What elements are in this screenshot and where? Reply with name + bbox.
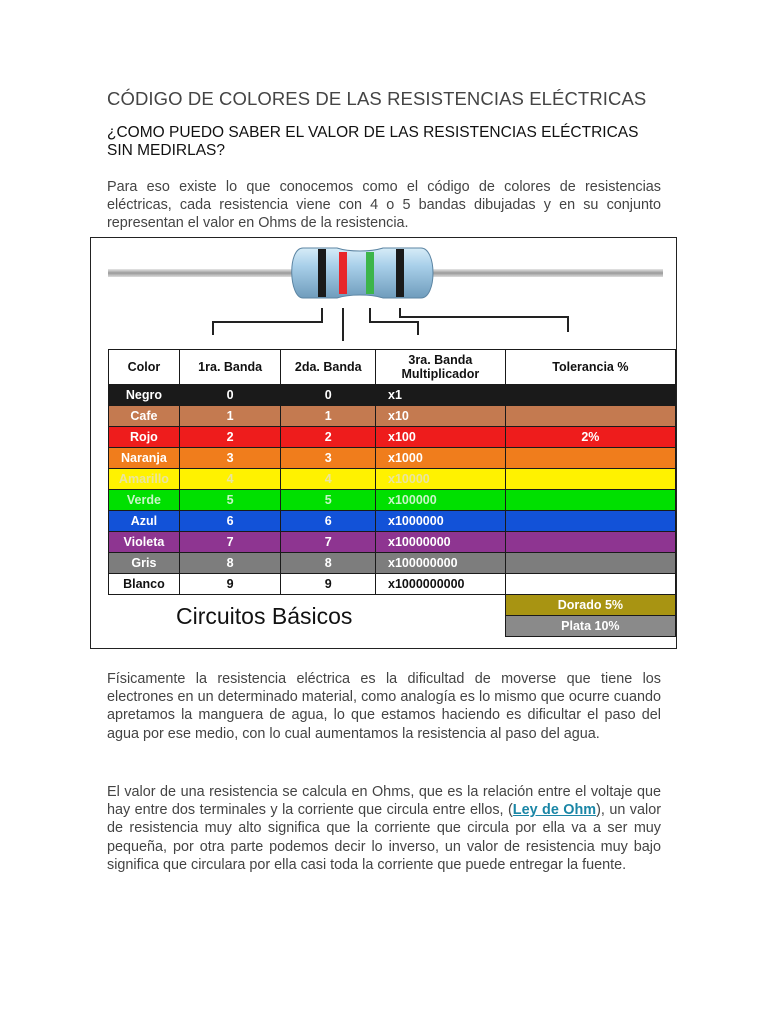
cell-mult: x100 — [376, 427, 506, 448]
cell-d2: 2 — [281, 427, 376, 448]
cell-d2: 1 — [281, 406, 376, 427]
table-row — [109, 469, 676, 490]
cell-mult: x10000000 — [376, 532, 506, 553]
brand-caption: Circuitos Básicos — [176, 603, 353, 629]
cell-tol — [505, 448, 675, 469]
cell-d2: 5 — [281, 490, 376, 511]
header-color: Color — [109, 350, 180, 385]
cell-name: Naranja — [109, 448, 180, 469]
header-band2: 2da. Banda — [281, 350, 376, 385]
resistor-band-4 — [396, 249, 404, 297]
empty-cell — [109, 595, 180, 616]
table-row — [109, 427, 676, 448]
resistor-band-2 — [339, 252, 347, 294]
color-code-table — [108, 349, 676, 637]
cell-d2: 6 — [281, 511, 376, 532]
table-row — [109, 490, 676, 511]
ley-de-ohm-link[interactable]: Ley de Ohm — [512, 802, 597, 819]
cell-mult: x1000000 — [376, 511, 506, 532]
resistor-band-1 — [318, 249, 326, 297]
header-band3-line1: 3ra. Banda — [408, 353, 473, 367]
cell-extra-tolerance: Plata 10% — [505, 616, 675, 637]
cell-d2: 3 — [281, 448, 376, 469]
table-row — [109, 406, 676, 427]
cell-d1: 3 — [179, 448, 281, 469]
resistor-body — [292, 248, 433, 298]
table-row — [109, 385, 676, 406]
cell-tol — [505, 385, 675, 406]
header-band3-line2: Multiplicador — [401, 367, 480, 381]
cell-d1: 7 — [179, 532, 281, 553]
cell-d1: 1 — [179, 406, 281, 427]
cell-d2: 8 — [281, 553, 376, 574]
cell-mult: x1 — [376, 385, 506, 406]
cell-name: Negro — [109, 385, 180, 406]
cell-name: Blanco — [109, 574, 180, 595]
cell-name: Violeta — [109, 532, 180, 553]
cell-tol — [505, 511, 675, 532]
color-code-figure — [90, 237, 677, 649]
cell-extra-tolerance: Dorado 5% — [505, 595, 675, 616]
ohms-text-after: ), un valor de resistencia muy alto significa que la corriente que circula por ella va a ser muy pequeña, por otra parte podemos decir lo inverso, un valor de resistencia muy bajo significa que circulara por ella casi toda la corriente que puede entregar la fuente. — [107, 802, 661, 873]
cell-d1: 4 — [179, 469, 281, 490]
cell-name: Cafe — [109, 406, 180, 427]
physics-paragraph: Físicamente la resistencia eléctrica es la dificultad de moverse que tiene los electrones en un determinado material, como analogía es lo mismo que ocurre cuando apretamos la manguera de agua, lo que estamos haciendo es dificultar el paso del agua por ese medio, con lo cual aumentamos la resistencia al paso del agua. — [107, 671, 661, 742]
cell-name: Rojo — [109, 427, 180, 448]
cell-tol — [505, 406, 675, 427]
page-title: CÓDIGO DE COLORES DE LAS RESISTENCIAS ELÉCTRICAS — [107, 88, 647, 109]
cell-d1: 2 — [179, 427, 281, 448]
cell-tol — [505, 469, 675, 490]
table-row — [109, 553, 676, 574]
resistor-band-3 — [366, 252, 374, 294]
cell-d2: 0 — [281, 385, 376, 406]
cell-tol — [505, 574, 675, 595]
header-tolerance: Tolerancia % — [505, 350, 675, 385]
cell-mult: x100000 — [376, 490, 506, 511]
cell-d2: 9 — [281, 574, 376, 595]
cell-tol — [505, 553, 675, 574]
cell-name: Gris — [109, 553, 180, 574]
section-heading: ¿COMO PUEDO SABER EL VALOR DE LAS RESISTENCIAS ELÉCTRICAS SIN MEDIRLAS? — [107, 124, 639, 159]
cell-d1: 0 — [179, 385, 281, 406]
table-row — [109, 574, 676, 595]
color-rows — [109, 385, 676, 637]
cell-name: Azul — [109, 511, 180, 532]
table-row — [109, 511, 676, 532]
cell-mult: x10000 — [376, 469, 506, 490]
cell-name: Amarillo — [109, 469, 180, 490]
cell-d1: 5 — [179, 490, 281, 511]
band-pointer-lines — [213, 308, 568, 341]
table-row — [109, 448, 676, 469]
header-band3 — [376, 350, 506, 385]
intro-paragraph: Para eso existe lo que conocemos como el código de colores de resistencias eléctricas, cada resistencia viene con 4 o 5 bandas dibujadas y en su conjunto representan el valor en Ohms de la resistencia. — [107, 179, 661, 232]
header-band1: 1ra. Banda — [179, 350, 281, 385]
cell-name: Verde — [109, 490, 180, 511]
empty-cell — [376, 616, 506, 637]
cell-tol: 2% — [505, 427, 675, 448]
cell-d2: 4 — [281, 469, 376, 490]
cell-d1: 6 — [179, 511, 281, 532]
cell-tol — [505, 490, 675, 511]
ohms-text-before: El valor de una resistencia se calcula en Ohms, que es la relación entre el voltaje que hay entre dos terminales y la corriente que circula entre ellos, ( — [107, 784, 661, 819]
ohms-paragraph — [107, 783, 661, 874]
empty-cell — [109, 616, 180, 637]
cell-mult: x100000000 — [376, 553, 506, 574]
table-row — [109, 532, 676, 553]
cell-d1: 8 — [179, 553, 281, 574]
cell-d1: 9 — [179, 574, 281, 595]
cell-mult: x1000 — [376, 448, 506, 469]
cell-d2: 7 — [281, 532, 376, 553]
cell-mult: x1000000000 — [376, 574, 506, 595]
cell-mult: x10 — [376, 406, 506, 427]
empty-cell — [376, 595, 506, 616]
cell-tol — [505, 532, 675, 553]
